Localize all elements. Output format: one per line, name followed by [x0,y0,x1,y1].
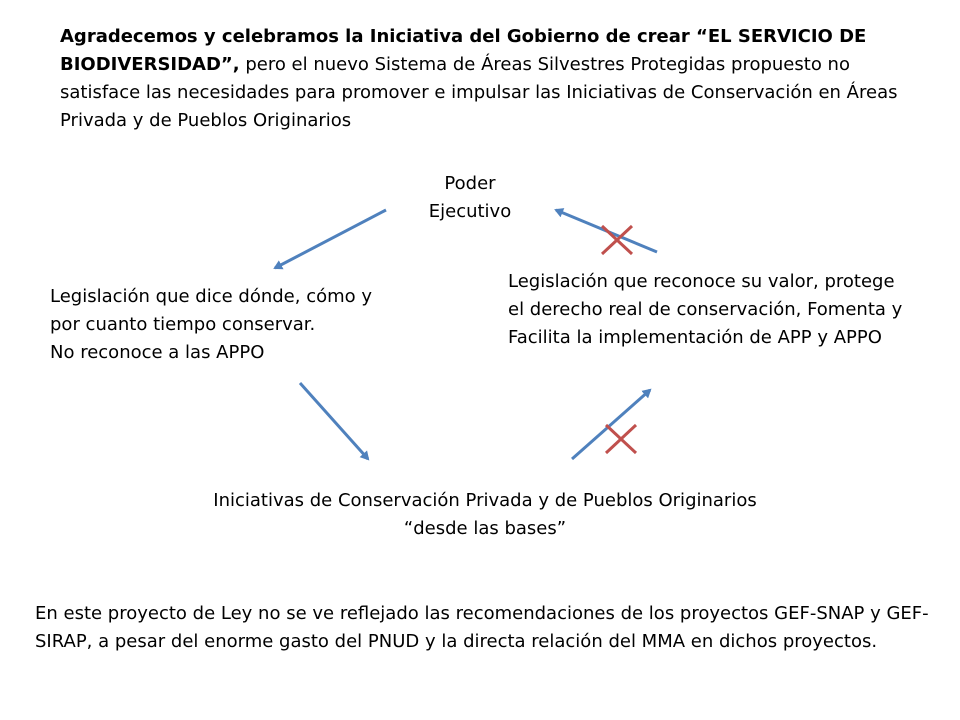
node-right-line-1: Legislación que reconoce su valor, protege [508,271,895,292]
node-left-line-2: por cuanto tiempo conservar. [50,314,316,335]
node-bottom-initiatives [140,487,830,543]
intro-bold-text: Agradecemos y celebramos la Iniciativa del Gobierno de crear “EL SERVICIO DE BIODIVERSIDAD”, [60,26,867,75]
node-exec-line-2: Ejecutivo [428,201,512,222]
node-exec-line-1: Poder [444,173,496,194]
footer-paragraph: En este proyecto de Ley no se ve reflejado las recomendaciones de los proyectos GEF-SNAP y GEF-SIRAP, a pesar del enorme gasto del PNUD y la directa relación del MMA en dichos proyectos. [35,603,929,652]
node-left-legislation [50,283,430,367]
intro-normal-text: pero el nuevo Sistema de Áreas Silvestres Protegidas propuesto no satisface las necesidades para promover e impulsar las Iniciativas de Conservación en Áreas Privada y de Pueblos Originarios [60,54,898,131]
arrow-right-to-exec [556,210,657,252]
node-bottom-line-1: Iniciativas de Conservación Privada y de Pueblos Originarios [213,490,757,511]
node-left-line-3: No reconoce a las APPO [50,342,265,363]
cross-mark-upper [602,226,632,254]
cross-mark-lower [606,425,636,453]
node-right-legislation [508,268,938,352]
arrow-left-to-bottom [300,383,368,459]
node-bottom-line-2: “desde las bases” [403,518,567,539]
intro-paragraph [60,23,920,135]
arrow-bottom-to-right [572,390,650,459]
arrow-exec-to-left [275,210,386,268]
node-poder-ejecutivo [395,170,545,226]
node-right-line-3: Facilita la implementación de APP y APPO [508,327,882,348]
node-right-line-2: el derecho real de conservación, Fomenta y [508,299,903,320]
node-left-line-1: Legislación que dice dónde, cómo y [50,286,373,307]
